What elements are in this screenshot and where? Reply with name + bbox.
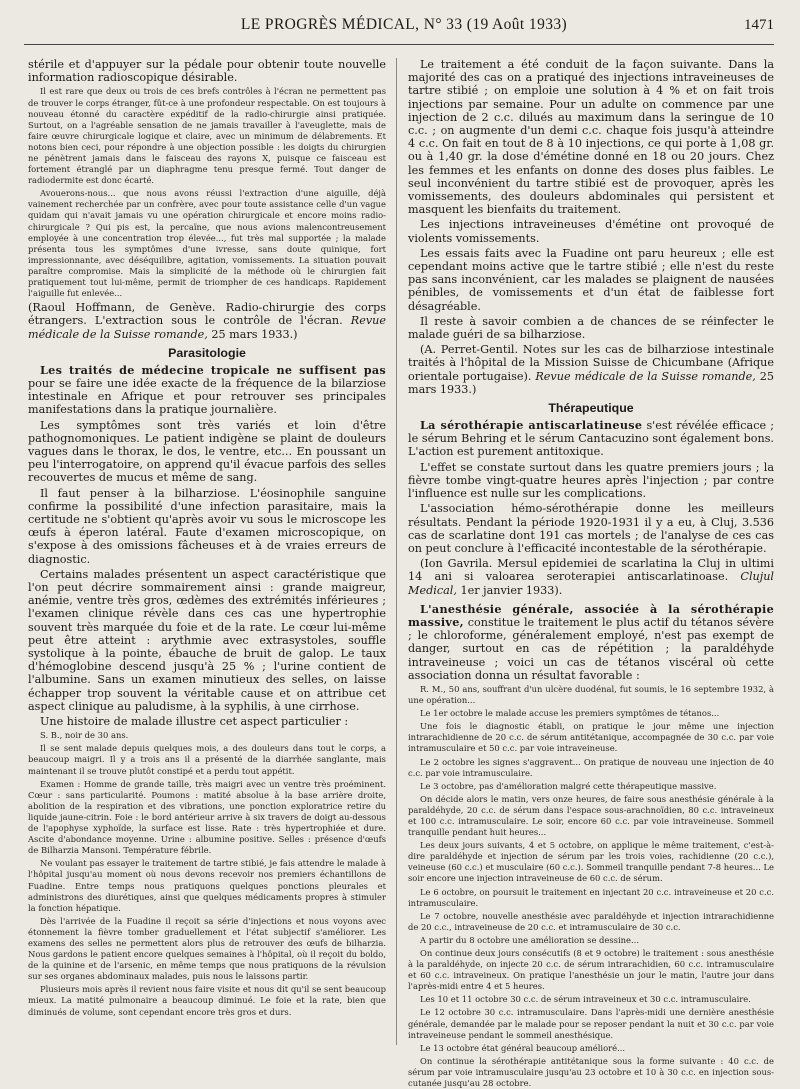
paragraph: Une histoire de malade illustre cet aspect particulier : — [40, 715, 349, 729]
reference-date: 1er janvier 1933). — [460, 583, 563, 597]
left-column — [28, 58, 386, 1053]
reference-journal: Clujul Medical, — [408, 570, 775, 597]
section-heading: Thérapeutique — [548, 401, 634, 416]
reference-date: 25 mars 1933.) — [211, 327, 298, 341]
right-column — [408, 58, 775, 1089]
case-line: On décide alors le matin, vers onze heures, de faire sous anesthésie générale à la paraldéhyde, 20 c.c. de sérum dans l'espace sous-arachnoïdien, 80 c.c. intraveineux et 100 c.c. intramusculaire. Le soir, encore 60 c.c. par voie intraveineuse. Sommeil tranquille pendant huit heures... — [408, 793, 774, 838]
paragraph: Les injections intraveineuses d'émétine ont provoqué de violents vomissements. — [408, 218, 774, 245]
reference-journal: Revue médicale de la Suisse romande, — [535, 369, 756, 383]
reference-text: (Ion Gavrila. Mersul epidemiei de scarlatina la Cluj in ultimi 14 ani si valoarea seroterapiei antiscarlatinoase. — [408, 557, 774, 584]
paragraph-text: s'est révélée efficace ; le sérum Behring et le sérum Cantacuzino sont également bons. L'action est purement antitoxique. — [408, 419, 775, 459]
paragraph-small: Il est rare que deux ou trois de ces brefs contrôles à l'écran ne permettent pas de trouver le corps étranger, fût-ce à une profondeur respectable. On est toujours à nouveau étonné du caractère expéditif de la radio-chirurgie ainsi pratiquée. Surtout, on a l'agréable sensation de ne jamais travailler à l'aveuglette, mais de faire œuvre chirurgicale logique et claire, avec un minimum de délabrements. Et notons bien ceci, pour répondre à une objection possible : les doigts du chirurgien ne pénètrent jamais dans le faisceau des rayons X, puisque ce faisceau est fortement étranglé par un diaphragme tenu presque fermé. Tout danger de radiodermite est donc écarté. — [28, 86, 386, 186]
case-line: S. B., noir de 30 ans. — [40, 730, 129, 741]
case-line: Il se sent malade depuis quelques mois, a des douleurs dans tout le corps, a beaucoup maigri. Il y a trois ans il a présenté de la diarrhée sanglante, mais maintenant il se trouve plutôt constipé et a perdu tout appétit. — [28, 743, 386, 776]
paragraph-text: constitue le traitement le plus actif du tétanos sévère ; le chloroforme, généralement employé, n'est pas exempt de danger, surtout en cas de répétition ; la paraldéhyde intraveineuse ; voici un cas de tétanos viscéral où cette association donna un résultat favorable : — [408, 615, 774, 682]
paragraph: Le traitement a été conduit de la façon suivante. Dans la majorité des cas on a pratiqué des injections intraveineuses de tartre stibié ; on emploie une solution à 4 % et on fait trois injections par semaine. Pour un adulte on commence par une injection de 2 c.c. dilués au maximum dans la seringue de 10 c.c. ; on augmente d'un demi c.c. chaque fois jusqu'à atteindre 4 c.c. On fait en tout de 8 à 10 injections, ce qui porte à 1,08 gr. ou à 1,40 gr. la dose d'émétine donné en 18 ou 20 jours. Chez les femmes et les enfants on donne des doses plus faibles. Le seul inconvénient du tartre stibié est de provoquer, après les vomissements, des douleurs abdominales qui persistent et masquent les bienfaits du traitement. — [408, 58, 774, 217]
case-line: Les deux jours suivants, 4 et 5 octobre, on applique le même traitement, c'est-à-dire paraldéhyde et injection de sérum par les trois voies, rachidienne (20 c.c.), veineuse (60 c.c.) et musculaire (60 c.c.). Sommeil tranquille pendant 7-8 heures... Le soir encore une injection intraveineuse de 60 c.c. de sérum. — [408, 840, 774, 884]
case-line: Le 3 octobre, pas d'amélioration malgré cette thérapeutique massive. — [420, 780, 717, 791]
paragraph: Il reste à savoir combien a de chances de se réinfecter le malade guéri de sa bilharziose. — [408, 314, 774, 342]
paragraph: Les symptômes sont très variés et loin d'être pathognomoniques. Le patient indigène se plaint de douleurs vagues dans le thorax, le dos, le ventre, etc... En poussant un peu l'interrogatoire, on apprend qu'il évacue parfois des selles recouvertes de mucus et même de sang. — [28, 418, 386, 485]
reference — [408, 343, 774, 396]
reference — [408, 557, 774, 597]
case-line: Examen : Homme de grande taille, très maigri avec un ventre très proéminent. Cœur : sans particularité. Poumons : matité absolue à la base arrière droite, abolition de la respiration et des vibrations, une ponction exploratrice retire du liquide jaune-citrin. Foie : le bord antérieur arrive à six travers de doigt au-dessous de l'apophyse xyphoïde, la surface est lisse. Rate : très hypertrophiée et dure. Ascite d'abondance moyenne. Urine : albumine positive. Selles : présence d'œufs de Bilharzia Mansoni. Température fébrile. — [28, 778, 386, 856]
case-line: On continue la sérothérapie antitétanique sous la forme suivante : 40 c.c. de sérum par voie intramusculaire jusqu'au 23 octobre et 10 à 30 c.c. en injection sous-cutanée jusqu'au 28 octobre. — [408, 1055, 774, 1089]
paragraph: L'association hémo-sérothérapie donne les meilleurs résultats. Pendant la période 1920-1931 il y a eu, à Cluj, 3.536 cas de scarlatine dont 191 cas mortels ; de l'analyse de ces cas on peut conclure à l'efficacité incontestable de la sérothérapie. — [408, 502, 774, 555]
case-line: Ne voulant pas essayer le traitement de tartre stibié, je fais attendre le malade à l'hôpital jusqu'au moment où nous devons recevoir nos premiers échantillons de Fuadine. Entre temps nous pratiquons quelques ponctions pleurales et administrons des diurétiques, ainsi que quelques médicaments propres à stimuler la fonction hépatique. — [28, 858, 386, 913]
paragraph: Il faut penser à la bilharziose. L'éosinophile sanguine confirme la possibilité d'une infection parasitaire, mais la certitude ne s'obtient qu'après avoir vu sous le microscope les œufs à éperon latéral. Faute d'examen microscopique, on s'expose à des omissions fâcheuses et à de vraies erreurs de diagnostic. — [28, 486, 386, 566]
paragraph: Les essais faits avec la Fuadine ont paru heureux ; elle est cependant moins active que le tartre stibié ; elle n'est du reste pas sans inconvénient, car les malades se plaignent de nausées pénibles, de vomissements et d'un état de faiblesse fort désagréable. — [408, 246, 774, 313]
paragraph-text: pour se faire une idée exacte de la fréquence de la bilarziose intestinale en Afrique et pour retrouver ses principales manifestations dans la pratique journalière. — [28, 377, 386, 417]
page-number: 1471 — [744, 17, 774, 33]
case-line: Dès l'arrivée de la Fuadine il reçoit sa série d'injections et nous voyons avec étonnement la fièvre tomber graduellement et l'état subjectif s'améliorer. Les examens des selles ne permettent alors plus de retrouver des œufs de bilharzia. Nous gardons le patient encore quelques semaines à l'hôpital, où il reçoit du boldo, de la quinine et de l'arsenic, en même temps que nous pratiquons de la révulsion sur ses organes abdominaux malades, puis nous le laissons partir. — [28, 915, 386, 982]
column-divider — [396, 58, 397, 1045]
reference-date: 25 mars 1933.) — [408, 369, 775, 396]
lead-phrase: Les traités de médecine tropicale ne suffisent pas — [40, 362, 386, 377]
case-line: Les 10 et 11 octobre 30 c.c. de sérum intraveineux et 30 c.c. intramusculaire. — [420, 994, 751, 1005]
case-line: R. M., 50 ans, souffrant d'un ulcère duodénal, fut soumis, le 16 septembre 1932, à une opération... — [408, 683, 774, 706]
section-heading: Parasitologie — [168, 345, 246, 360]
reference — [28, 301, 386, 341]
reference-journal: Revue médicale de la Suisse romande, — [28, 314, 386, 341]
case-line: Le 6 octobre, on poursuit le traitement en injectant 20 c.c. intraveineuse et 20 c.c. intramusculaire. — [408, 886, 774, 908]
case-line: Le 1er octobre le malade accuse les premiers symptômes de tétanos... — [420, 708, 720, 719]
paragraph: L'effet se constate surtout dans les quatre premiers jours ; la fièvre tombe vingt-quatre heures après l'injection ; par contre l'influence est nulle sur les complications. — [408, 460, 774, 501]
lead-phrase: L'anesthésie générale, associée à la sérothérapie massive, — [408, 601, 774, 629]
paragraph — [408, 603, 774, 682]
case-line: On continue deux jours consécutifs (8 et 9 octobre) le traitement : sous anesthésie à la paraldéhyde, on injecte 20 c.c. de sérum intrarachidien, 60 c.c. intramusculaire et 60 c.c. intraveineux. On pratique l'anesthésie un jour le matin, l'autre jour dans l'après-midi entre 4 et 5 heures. — [408, 948, 774, 992]
case-line: A partir du 8 octobre une amélioration se dessine... — [420, 934, 639, 945]
case-line: Le 2 octobre les signes s'aggravent... On pratique de nouveau une injection de 40 c.c. par voie intramusculaire. — [408, 756, 774, 778]
case-line: Le 7 octobre, nouvelle anesthésie avec paraldéhyde et injection intrarachidienne de 20 c.c., intraveineuse de 20 c.c. et intramusculaire de 30 c.c. — [408, 910, 774, 932]
running-header — [24, 16, 774, 42]
paragraph — [408, 419, 774, 459]
lead-phrase: La sérothérapie antiscarlatineuse — [420, 418, 643, 433]
paragraph — [28, 364, 386, 417]
paragraph: stérile et d'appuyer sur la pédale pour obtenir toute nouvelle information radioscopique désirable. — [28, 58, 386, 85]
case-line: Le 12 octobre 30 c.c. intramusculaire. Dans l'après-midi une dernière anesthésie générale, demandée par le malade pour se reposer pendant la nuit et 30 c.c. par voie intraveineuse pendant le sommeil anesthésique. — [408, 1007, 774, 1040]
case-line: Une fois le diagnostic établi, on pratique le jour même une injection intrarachidienne de 20 c.c. de sérum antitétanique, accompagnée de 30 c.c. par voie intramusculaire et 50 c.c. par voie intraveineuse. — [408, 721, 774, 754]
header-rule — [24, 44, 774, 45]
paragraph: Certains malades présentent un aspect caractéristique que l'on peut décrire sommairement ainsi : grande maigreur, anémie, ventre très gros, œdèmes des extrémités inférieures ; l'examen clinique révèle dans ces cas une hypertrophie souvent très marquée du foie et de la rate. Le cœur lui-même peut être atteint : arythmie avec extrasystoles, souffle systolique à la pointe, ébauche de bruit de galop. Le taux d'hémoglobine descend jusqu'à 25 % ; l'urine contient de l'albumine. Sans un examen minutieux des selles, on laisse échapper trop souvent la véritable cause et on attribue cet aspect clinique au paludisme, à la syphilis, à une cirrhose. — [28, 567, 386, 713]
case-line: Le 13 octobre état général beaucoup amélioré... — [420, 1042, 626, 1053]
reference-text: (Raoul Hoffmann, de Genève. Radio-chirurgie des corps étrangers. L'extraction sous le contrôle de l'écran. — [28, 301, 386, 328]
reference-text: (A. Perret-Gentil. Notes sur les cas de bilharziose intestinale traités à l'hôpital de la Mission Suisse de Chicumbane (Afrique orientale portugaise). — [408, 343, 774, 383]
journal-title: LE PROGRÈS MÉDICAL, N° 33 (19 Août 1933) — [240, 16, 568, 33]
paragraph-small: Avouerons-nous... que nous avons réussi l'extraction d'une aiguille, déjà vainement recherchée par un confrère, avec pour toute assistance celle d'un vague quidam qui n'avait jamais vu une opération chirurgicale et encore moins radio-chirurgicale ? Qui pis est, la percaïne, que nous avions malencontreusement employée à une concentration trop élevée..., fut très mal supportée ; la malade présenta tous les symptômes d'une ivresse, sans doute quinique, fort impressionnante, avec déséquilibre, agitation, vomissements. La situation pouvait paraître compromise. Mais la simplicité de la méthode où le chirurgien fait pratiquement tout lui-même, permit de triompher de ces handicaps. Rapidement l'aiguille fut enlevée... — [28, 188, 386, 299]
case-line: Plusieurs mois après il revient nous faire visite et nous dit qu'il se sent beaucoup mieux. La matité pulmonaire a beaucoup diminué. Le foie et la rate, bien que diminués de volume, sont cependant encore très gros et durs. — [28, 984, 386, 1017]
